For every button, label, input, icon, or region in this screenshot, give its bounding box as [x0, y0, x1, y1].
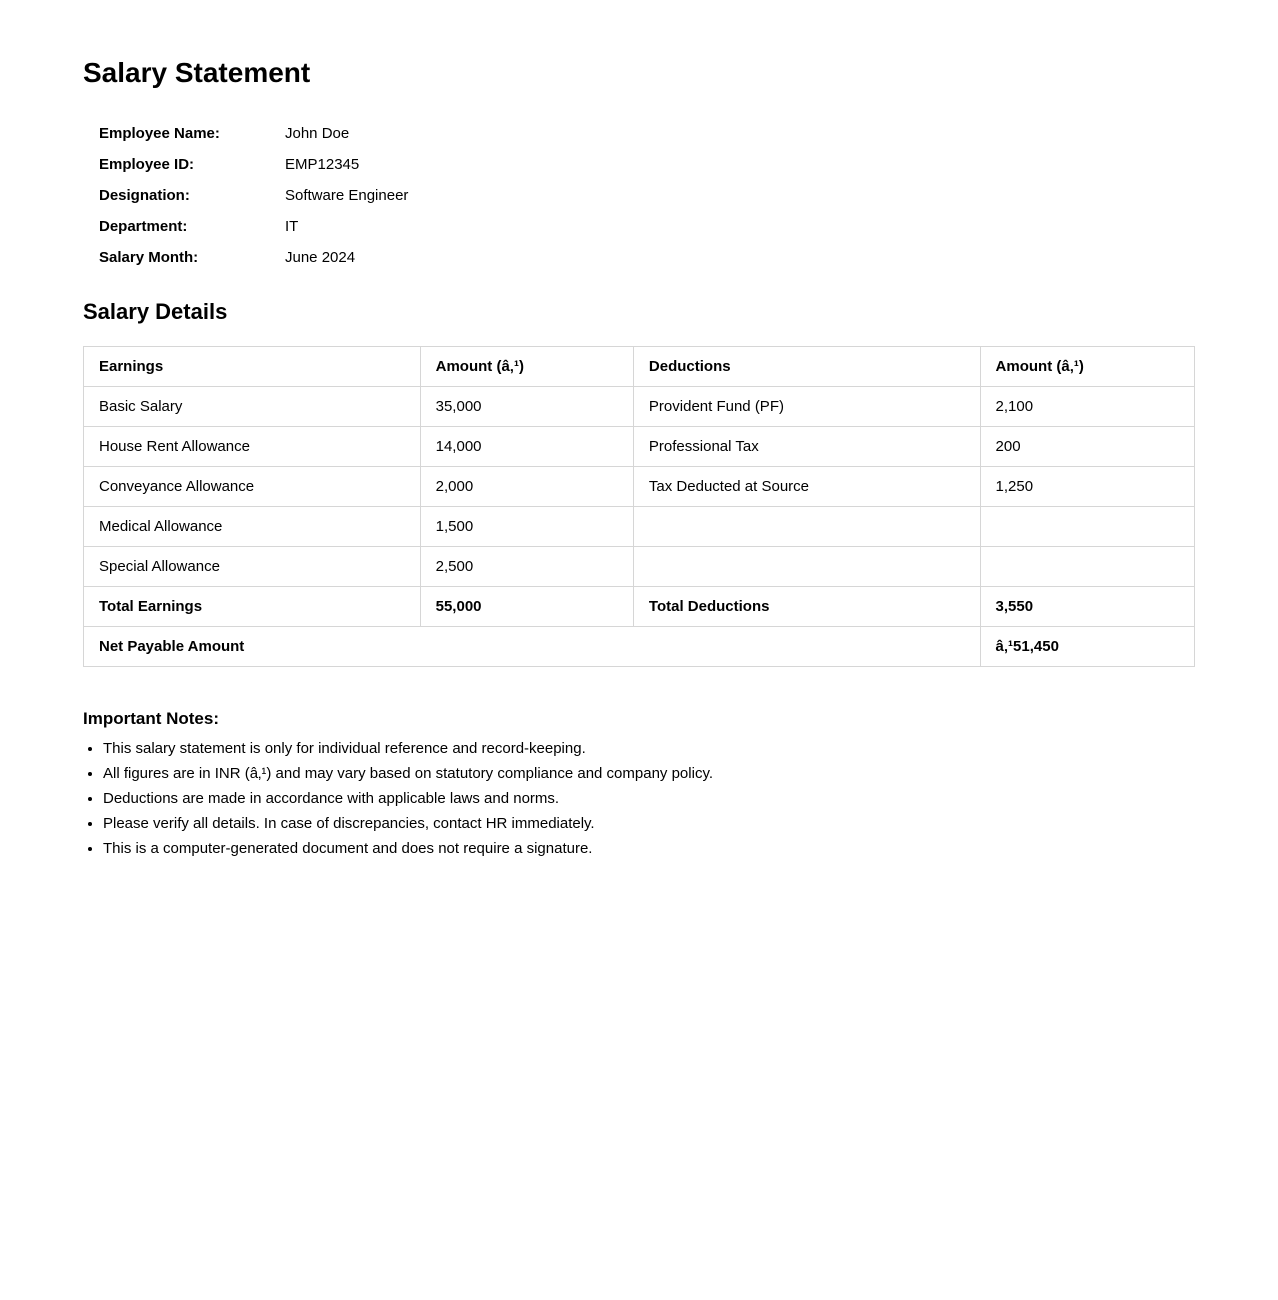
employee-info-row	[83, 118, 1195, 149]
table-row	[84, 547, 1195, 587]
deduction-amount-cell: 200	[980, 427, 1194, 467]
earning-amount-cell: 35,000	[420, 387, 633, 427]
earning-amount-cell: 2,000	[420, 467, 633, 507]
earning-name-cell: Conveyance Allowance	[84, 467, 421, 507]
employee-name-label: Employee Name:	[99, 125, 220, 142]
deduction-name-cell: Professional Tax	[633, 427, 980, 467]
employee-name-value: John Doe	[285, 125, 350, 142]
total-deductions-label: Total Deductions	[633, 587, 980, 627]
total-earnings-label: Total Earnings	[84, 587, 421, 627]
table-row	[84, 427, 1195, 467]
designation-label: Designation:	[99, 187, 190, 204]
net-payable-label: Net Payable Amount	[84, 627, 981, 667]
table-header-row	[84, 347, 1195, 387]
table-row	[84, 467, 1195, 507]
earning-name-cell: House Rent Allowance	[84, 427, 421, 467]
net-payable-row	[84, 627, 1195, 667]
note-item: • All figures are in INR (â‚¹) and may vary based on statutory compliance and company policy.	[103, 765, 1195, 783]
employee-id-value: EMP12345	[285, 156, 360, 173]
earning-amount-cell: 1,500	[420, 507, 633, 547]
note-item: • Please verify all details. In case of discrepancies, contact HR immediately.	[103, 815, 1195, 833]
earnings-column-header: Earnings	[84, 347, 421, 387]
deduction-name-cell	[633, 547, 980, 587]
salary-details-heading: Salary Details	[83, 299, 228, 324]
earning-amount-cell: 14,000	[420, 427, 633, 467]
designation-value: Software Engineer	[285, 187, 409, 204]
earning-name-cell: Special Allowance	[84, 547, 421, 587]
employee-info-row	[83, 149, 1195, 180]
employee-info-row	[83, 211, 1195, 242]
deduction-name-cell: Tax Deducted at Source	[633, 467, 980, 507]
earning-name-cell: Medical Allowance	[84, 507, 421, 547]
net-payable-value: â‚¹51,450	[980, 627, 1194, 667]
earnings-amount-column-header: Amount (â‚¹)	[420, 347, 633, 387]
deduction-amount-cell	[980, 507, 1194, 547]
earning-amount-cell: 2,500	[420, 547, 633, 587]
deduction-amount-cell	[980, 547, 1194, 587]
note-item: • This is a computer-generated document and does not require a signature.	[103, 840, 1195, 858]
table-row	[84, 507, 1195, 547]
employee-info-row	[83, 242, 1195, 273]
deduction-amount-cell: 1,250	[980, 467, 1194, 507]
total-deductions-value: 3,550	[980, 587, 1194, 627]
page-title: Salary Statement	[83, 57, 311, 88]
note-item: • Deductions are made in accordance with applicable laws and norms.	[103, 790, 1195, 808]
deduction-amount-cell: 2,100	[980, 387, 1194, 427]
department-label: Department:	[99, 218, 188, 235]
totals-row	[84, 587, 1195, 627]
deductions-column-header: Deductions	[633, 347, 980, 387]
notes-list	[83, 740, 1195, 858]
department-value: IT	[285, 218, 299, 235]
notes-heading: Important Notes:	[83, 709, 219, 728]
earning-name-cell: Basic Salary	[84, 387, 421, 427]
total-earnings-value: 55,000	[420, 587, 633, 627]
employee-info-row	[83, 180, 1195, 211]
deductions-amount-column-header: Amount (â‚¹)	[980, 347, 1194, 387]
table-row	[84, 387, 1195, 427]
salary-month-label: Salary Month:	[99, 249, 199, 266]
deduction-name-cell: Provident Fund (PF)	[633, 387, 980, 427]
salary-month-value: June 2024	[285, 249, 356, 266]
employee-id-label: Employee ID:	[99, 156, 195, 173]
salary-table	[83, 346, 1195, 667]
employee-info	[83, 118, 1195, 273]
deduction-name-cell	[633, 507, 980, 547]
note-item: • This salary statement is only for individual reference and record-keeping.	[103, 740, 1195, 758]
